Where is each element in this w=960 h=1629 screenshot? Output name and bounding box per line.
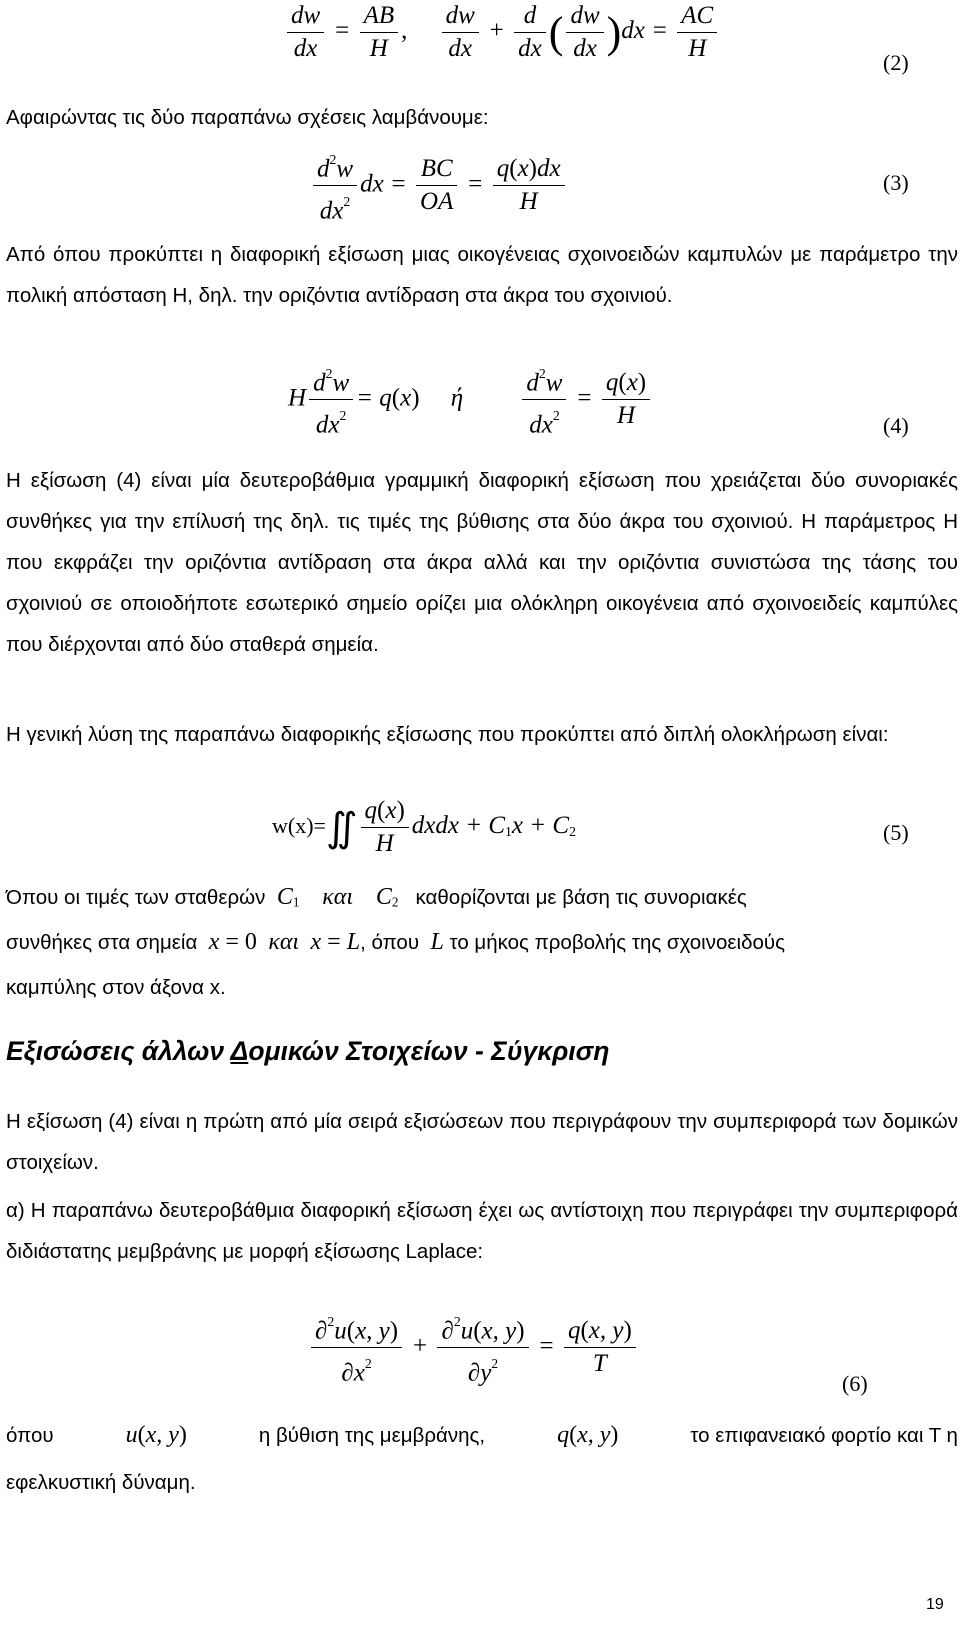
section-heading: Εξισώσεις άλλων Δομικών Στοιχείων - Σύγκριση [6, 1036, 610, 1066]
page-number: 19 [926, 1596, 944, 1613]
equation-number-4: (4) [883, 413, 909, 438]
paragraph-3: Η εξίσωση (4) είναι μία δευτεροβάθμια γραμμική διαφορική εξίσωση που χρειάζεται δύο συνοριακές συνθήκες για την επίλυσή της δηλ. τις τιμές της βύθισης στα δύο άκρα του σχοινιού. Η παράμετρος Η που εκφράζει την οριζόντια αντίδραση στα άκρα αλλά και την οριζόντια συνιστώσα της τάσης του σχοινιού σε οποιοδήποτε εσωτερικό σημείο ορίζει μια ολόκληρη οικογένεια από σχοινοειδείς καμπύλες που διέρχονται από δύο σταθερά σημεία. [6, 469, 958, 656]
paragraph-5-line-3: καμπύλης στον άξονα x. [6, 976, 226, 999]
paragraph-4: Η γενική λύση της παραπάνω διαφορικής εξίσωσης που προκύπτει από διπλή ολοκλήρωση είναι: [6, 723, 889, 746]
equation-number-5: (5) [883, 820, 909, 845]
paragraph-7: α) Η παραπάνω δευτεροβάθμια διαφορική εξίσωση έχει ως αντίστοιχη που περιγράφει την συμπεριφορά διδιάστατης μεμβράνης με μορφή εξίσωσης Laplace: [6, 1199, 958, 1263]
w-of-x: w(x)= [272, 813, 326, 839]
paragraph-6: Η εξίσωση (4) είναι η πρώτη από μία σειρά εξισώσεων που περιγράφουν την συμπεριφορά των δομικών στοιχείων. [6, 1110, 958, 1174]
equation-4: H $\frac{d^2w}{dx^2}$ = q(x) ή $\frac{d^2w}{dx^2}$ = $\frac{q(x)}{H}$ [288, 358, 653, 442]
paragraph-8-line-2: εφελκυστική δύναμη. [6, 1471, 196, 1494]
paragraph-1: Αφαιρώντας τις δύο παραπάνω σχέσεις λαμβάνουμε: [6, 106, 489, 129]
equation-number-2: (2) [883, 50, 909, 75]
paragraph-5-line-2: συνθήκες στα σημεία x = 0 και x = L, όπου L το μήκος προβολής της σχοινοειδούς [6, 929, 785, 955]
paragraph-5-line-1: Όπου οι τιμές των σταθερών $C_1$ και $C_2$ καθορίζονται με βάση τις συνοριακές [6, 884, 747, 910]
equation-number-6: (6) [842, 1371, 868, 1396]
equation-number-3: (3) [883, 170, 909, 195]
equation-5: w(x)=∬ $\frac{q(x)}{H}$ dxdx + $C_1x + C_2$ [272, 797, 576, 857]
paragraph-2: Από όπου προκύπτει η διαφορική εξίσωση μιας οικογένειας σχοινοειδών καμπυλών με παράμετρο την πολική απόσταση Η, δηλ. την οριζόντια αντίδραση στα άκρα του σχοινιού. [6, 243, 958, 307]
paragraph-8-line-1: όπου u(x, y) η βύθιση της μεμβράνης, q(x, y) το επιφανειακό φορτίο και Τ η [6, 1422, 958, 1448]
or-word: ή [450, 384, 464, 412]
equation-3: $\frac{d^2w}{dx^2}$ dx = $\frac{BC}{OA}$ = $\frac{q(x)dx}{H}$ [310, 144, 568, 228]
equation-6: $\frac{\partial^2u(x, y)}{\partial x^2}$ + $\frac{\partial^2u(x, y)}{\partial y^2}$ = $\frac{q(x, y)}{T}$ [308, 1306, 639, 1390]
equation-2: $\frac{dw}{dx}$ = $\frac{AB}{H}$ , $\frac{dw}{dx}$ + $\frac{d}{dx}$ ( $\frac{dw}{dx}$ )dx = $\frac{AC}{H}$ [284, 0, 720, 65]
